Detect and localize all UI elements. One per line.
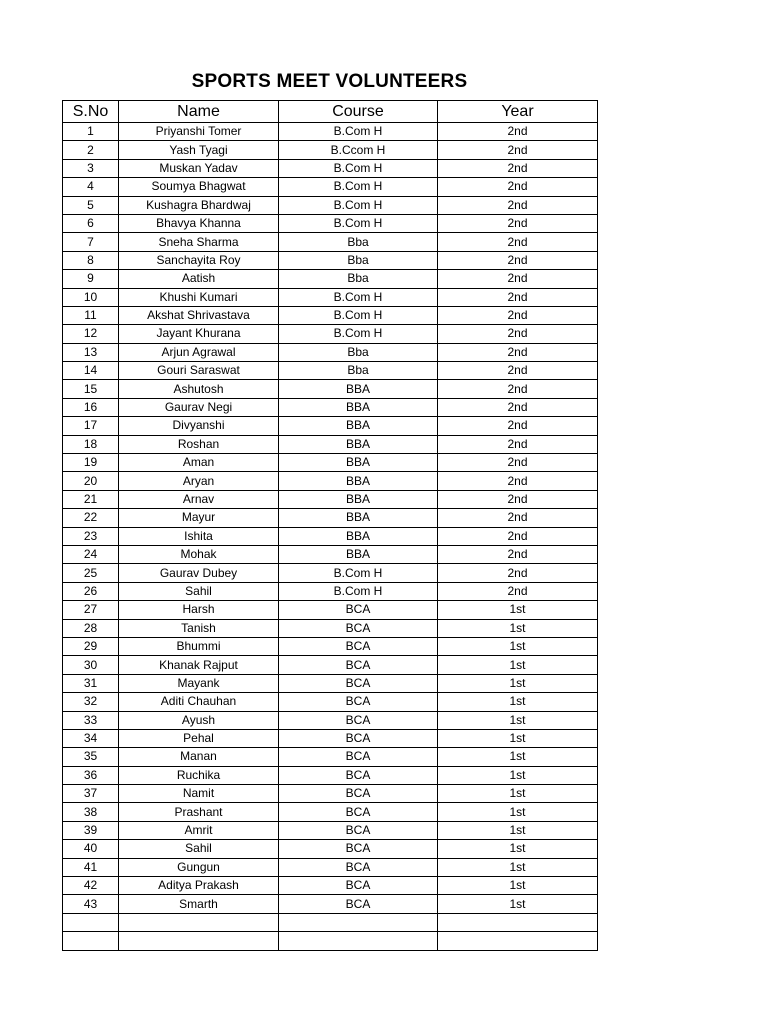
cell-sno: 10 xyxy=(63,288,119,306)
cell-name: Gaurav Dubey xyxy=(119,564,279,582)
cell-course: Bba xyxy=(279,251,438,269)
table-row xyxy=(63,343,598,361)
cell-sno: 15 xyxy=(63,380,119,398)
cell-year: 2nd xyxy=(438,435,598,453)
cell-sno: 5 xyxy=(63,196,119,214)
cell-course: BBA xyxy=(279,509,438,527)
table-row xyxy=(63,454,598,472)
cell-year: 1st xyxy=(438,729,598,747)
cell-year: 2nd xyxy=(438,251,598,269)
cell-year: 2nd xyxy=(438,123,598,141)
cell-name: Pehal xyxy=(119,729,279,747)
cell-course: BCA xyxy=(279,803,438,821)
header-name: Name xyxy=(119,101,279,123)
cell-name: Priyanshi Tomer xyxy=(119,123,279,141)
cell-year: 2nd xyxy=(438,454,598,472)
cell-name: Gungun xyxy=(119,858,279,876)
cell-course: BCA xyxy=(279,785,438,803)
cell-year xyxy=(438,932,598,950)
cell-course xyxy=(279,913,438,931)
cell-name: Jayant Khurana xyxy=(119,325,279,343)
cell-course: B.Com H xyxy=(279,306,438,324)
table-row xyxy=(63,582,598,600)
cell-sno: 17 xyxy=(63,417,119,435)
cell-sno: 41 xyxy=(63,858,119,876)
cell-name: Kushagra Bhardwaj xyxy=(119,196,279,214)
cell-course: BCA xyxy=(279,877,438,895)
cell-year: 2nd xyxy=(438,214,598,232)
cell-name: Arnav xyxy=(119,490,279,508)
cell-name: Sanchayita Roy xyxy=(119,251,279,269)
cell-year: 2nd xyxy=(438,288,598,306)
cell-sno: 14 xyxy=(63,362,119,380)
cell-year: 2nd xyxy=(438,343,598,361)
cell-sno: 19 xyxy=(63,454,119,472)
cell-sno: 18 xyxy=(63,435,119,453)
cell-name xyxy=(119,932,279,950)
cell-sno: 40 xyxy=(63,840,119,858)
cell-name: Mayur xyxy=(119,509,279,527)
document-title: SPORTS MEET VOLUNTEERS xyxy=(191,71,468,92)
cell-name: Soumya Bhagwat xyxy=(119,178,279,196)
cell-name: Aman xyxy=(119,454,279,472)
cell-year: 2nd xyxy=(438,527,598,545)
table-row xyxy=(63,711,598,729)
cell-sno: 20 xyxy=(63,472,119,490)
table-row xyxy=(63,913,598,931)
table-row xyxy=(63,288,598,306)
cell-course: Bba xyxy=(279,362,438,380)
cell-name: Gouri Saraswat xyxy=(119,362,279,380)
cell-sno: 13 xyxy=(63,343,119,361)
table-body xyxy=(63,123,598,951)
cell-name: Mohak xyxy=(119,545,279,563)
cell-course: B.Com H xyxy=(279,582,438,600)
cell-sno: 16 xyxy=(63,398,119,416)
cell-course: BCA xyxy=(279,656,438,674)
cell-year: 1st xyxy=(438,656,598,674)
cell-sno: 39 xyxy=(63,821,119,839)
cell-sno: 4 xyxy=(63,178,119,196)
cell-year: 2nd xyxy=(438,490,598,508)
cell-name: Ruchika xyxy=(119,766,279,784)
table-header xyxy=(63,101,598,123)
cell-sno: 22 xyxy=(63,509,119,527)
cell-year: 1st xyxy=(438,877,598,895)
cell-year: 2nd xyxy=(438,380,598,398)
cell-year: 2nd xyxy=(438,564,598,582)
cell-name: Aatish xyxy=(119,270,279,288)
cell-course: B.Com H xyxy=(279,159,438,177)
cell-year: 2nd xyxy=(438,417,598,435)
cell-name: Khanak Rajput xyxy=(119,656,279,674)
cell-sno: 35 xyxy=(63,748,119,766)
table-row xyxy=(63,214,598,232)
cell-year: 1st xyxy=(438,637,598,655)
cell-year: 1st xyxy=(438,693,598,711)
cell-course: B.Com H xyxy=(279,564,438,582)
cell-year: 1st xyxy=(438,803,598,821)
cell-name: Ashutosh xyxy=(119,380,279,398)
cell-sno: 38 xyxy=(63,803,119,821)
table-row xyxy=(63,748,598,766)
cell-name: Smarth xyxy=(119,895,279,913)
table-row xyxy=(63,803,598,821)
cell-course: BBA xyxy=(279,472,438,490)
table-row xyxy=(63,674,598,692)
table-row xyxy=(63,270,598,288)
cell-year: 2nd xyxy=(438,159,598,177)
cell-year: 1st xyxy=(438,748,598,766)
cell-year: 1st xyxy=(438,766,598,784)
table-row xyxy=(63,619,598,637)
header-course: Course xyxy=(279,101,438,123)
cell-course: BCA xyxy=(279,729,438,747)
table-row xyxy=(63,233,598,251)
cell-year: 1st xyxy=(438,619,598,637)
header-row xyxy=(63,101,598,123)
table-row xyxy=(63,196,598,214)
cell-course: BCA xyxy=(279,637,438,655)
cell-name: Aditi Chauhan xyxy=(119,693,279,711)
cell-name: Yash Tyagi xyxy=(119,141,279,159)
cell-year: 2nd xyxy=(438,178,598,196)
table-row xyxy=(63,306,598,324)
cell-course: BBA xyxy=(279,417,438,435)
table-row xyxy=(63,877,598,895)
cell-course: BBA xyxy=(279,380,438,398)
table-row xyxy=(63,766,598,784)
table-row xyxy=(63,840,598,858)
cell-year: 2nd xyxy=(438,362,598,380)
cell-course: BCA xyxy=(279,711,438,729)
cell-sno: 42 xyxy=(63,877,119,895)
cell-course xyxy=(279,932,438,950)
cell-year: 2nd xyxy=(438,306,598,324)
cell-year: 2nd xyxy=(438,325,598,343)
table-row xyxy=(63,895,598,913)
cell-name: Ishita xyxy=(119,527,279,545)
cell-year: 1st xyxy=(438,858,598,876)
cell-name xyxy=(119,913,279,931)
table-row xyxy=(63,472,598,490)
table-row xyxy=(63,490,598,508)
cell-year: 2nd xyxy=(438,233,598,251)
cell-year: 1st xyxy=(438,711,598,729)
cell-course: BCA xyxy=(279,766,438,784)
cell-course: B.Com H xyxy=(279,196,438,214)
cell-course: BBA xyxy=(279,398,438,416)
cell-sno: 29 xyxy=(63,637,119,655)
header-year: Year xyxy=(438,101,598,123)
cell-course: BCA xyxy=(279,858,438,876)
table-row xyxy=(63,637,598,655)
cell-year: 1st xyxy=(438,674,598,692)
cell-name: Bhavya Khanna xyxy=(119,214,279,232)
cell-name: Arjun Agrawal xyxy=(119,343,279,361)
cell-sno: 33 xyxy=(63,711,119,729)
cell-year: 1st xyxy=(438,785,598,803)
table-row xyxy=(63,141,598,159)
cell-course: BBA xyxy=(279,490,438,508)
table-row xyxy=(63,785,598,803)
cell-sno: 27 xyxy=(63,601,119,619)
table-row xyxy=(63,601,598,619)
table-row xyxy=(63,509,598,527)
cell-course: Bba xyxy=(279,343,438,361)
table-row xyxy=(63,251,598,269)
table-row xyxy=(63,380,598,398)
table-row xyxy=(63,417,598,435)
cell-name: Gaurav Negi xyxy=(119,398,279,416)
cell-sno: 30 xyxy=(63,656,119,674)
cell-course: BCA xyxy=(279,693,438,711)
cell-year: 2nd xyxy=(438,545,598,563)
cell-year xyxy=(438,913,598,931)
cell-sno: 1 xyxy=(63,123,119,141)
cell-name: Ayush xyxy=(119,711,279,729)
cell-sno: 37 xyxy=(63,785,119,803)
table-row xyxy=(63,656,598,674)
cell-sno: 12 xyxy=(63,325,119,343)
cell-name: Sneha Sharma xyxy=(119,233,279,251)
table-row xyxy=(63,123,598,141)
cell-course: B.Com H xyxy=(279,214,438,232)
cell-course: BCA xyxy=(279,601,438,619)
cell-course: BCA xyxy=(279,619,438,637)
cell-name: Khushi Kumari xyxy=(119,288,279,306)
cell-name: Sahil xyxy=(119,582,279,600)
cell-name: Muskan Yadav xyxy=(119,159,279,177)
table-row xyxy=(63,858,598,876)
table-row xyxy=(63,821,598,839)
cell-course: BBA xyxy=(279,454,438,472)
cell-sno xyxy=(63,913,119,931)
cell-course: Bba xyxy=(279,270,438,288)
header-sno: S.No xyxy=(63,101,119,123)
cell-name: Tanish xyxy=(119,619,279,637)
cell-name: Amrit xyxy=(119,821,279,839)
cell-name: Mayank xyxy=(119,674,279,692)
cell-course: BCA xyxy=(279,821,438,839)
cell-sno: 3 xyxy=(63,159,119,177)
table-row xyxy=(63,325,598,343)
table-row xyxy=(63,159,598,177)
cell-year: 2nd xyxy=(438,509,598,527)
cell-year: 2nd xyxy=(438,582,598,600)
cell-name: Aryan xyxy=(119,472,279,490)
table-row xyxy=(63,435,598,453)
table-row xyxy=(63,398,598,416)
cell-course: B.Com H xyxy=(279,325,438,343)
cell-name: Sahil xyxy=(119,840,279,858)
cell-sno: 25 xyxy=(63,564,119,582)
cell-sno: 24 xyxy=(63,545,119,563)
cell-name: Roshan xyxy=(119,435,279,453)
cell-course: B.Com H xyxy=(279,123,438,141)
cell-course: BCA xyxy=(279,895,438,913)
cell-sno: 11 xyxy=(63,306,119,324)
cell-year: 1st xyxy=(438,895,598,913)
cell-name: Divyanshi xyxy=(119,417,279,435)
volunteers-table xyxy=(62,100,598,951)
cell-year: 1st xyxy=(438,840,598,858)
cell-sno: 21 xyxy=(63,490,119,508)
cell-sno: 9 xyxy=(63,270,119,288)
cell-sno: 32 xyxy=(63,693,119,711)
cell-sno: 34 xyxy=(63,729,119,747)
cell-course: BBA xyxy=(279,435,438,453)
cell-year: 1st xyxy=(438,601,598,619)
cell-sno xyxy=(63,932,119,950)
cell-course: B.Com H xyxy=(279,178,438,196)
cell-sno: 43 xyxy=(63,895,119,913)
cell-sno: 36 xyxy=(63,766,119,784)
cell-sno: 26 xyxy=(63,582,119,600)
cell-year: 2nd xyxy=(438,270,598,288)
cell-course: BBA xyxy=(279,545,438,563)
cell-sno: 7 xyxy=(63,233,119,251)
cell-name: Prashant xyxy=(119,803,279,821)
cell-sno: 6 xyxy=(63,214,119,232)
cell-course: Bba xyxy=(279,233,438,251)
cell-name: Harsh xyxy=(119,601,279,619)
table-row xyxy=(63,693,598,711)
cell-sno: 8 xyxy=(63,251,119,269)
cell-sno: 31 xyxy=(63,674,119,692)
table-row xyxy=(63,932,598,950)
cell-name: Akshat Shrivastava xyxy=(119,306,279,324)
cell-year: 1st xyxy=(438,821,598,839)
cell-sno: 2 xyxy=(63,141,119,159)
table-row xyxy=(63,178,598,196)
cell-name: Namit xyxy=(119,785,279,803)
cell-course: B.Ccom H xyxy=(279,141,438,159)
cell-sno: 23 xyxy=(63,527,119,545)
cell-year: 2nd xyxy=(438,398,598,416)
table-row xyxy=(63,729,598,747)
table-row xyxy=(63,545,598,563)
cell-name: Bhummi xyxy=(119,637,279,655)
cell-course: BCA xyxy=(279,674,438,692)
cell-course: BBA xyxy=(279,527,438,545)
cell-course: B.Com H xyxy=(279,288,438,306)
table-row xyxy=(63,527,598,545)
cell-name: Aditya Prakash xyxy=(119,877,279,895)
cell-course: BCA xyxy=(279,748,438,766)
cell-name: Manan xyxy=(119,748,279,766)
table-row xyxy=(63,564,598,582)
cell-sno: 28 xyxy=(63,619,119,637)
cell-course: BCA xyxy=(279,840,438,858)
cell-year: 2nd xyxy=(438,472,598,490)
cell-year: 2nd xyxy=(438,141,598,159)
table-row xyxy=(63,362,598,380)
cell-year: 2nd xyxy=(438,196,598,214)
